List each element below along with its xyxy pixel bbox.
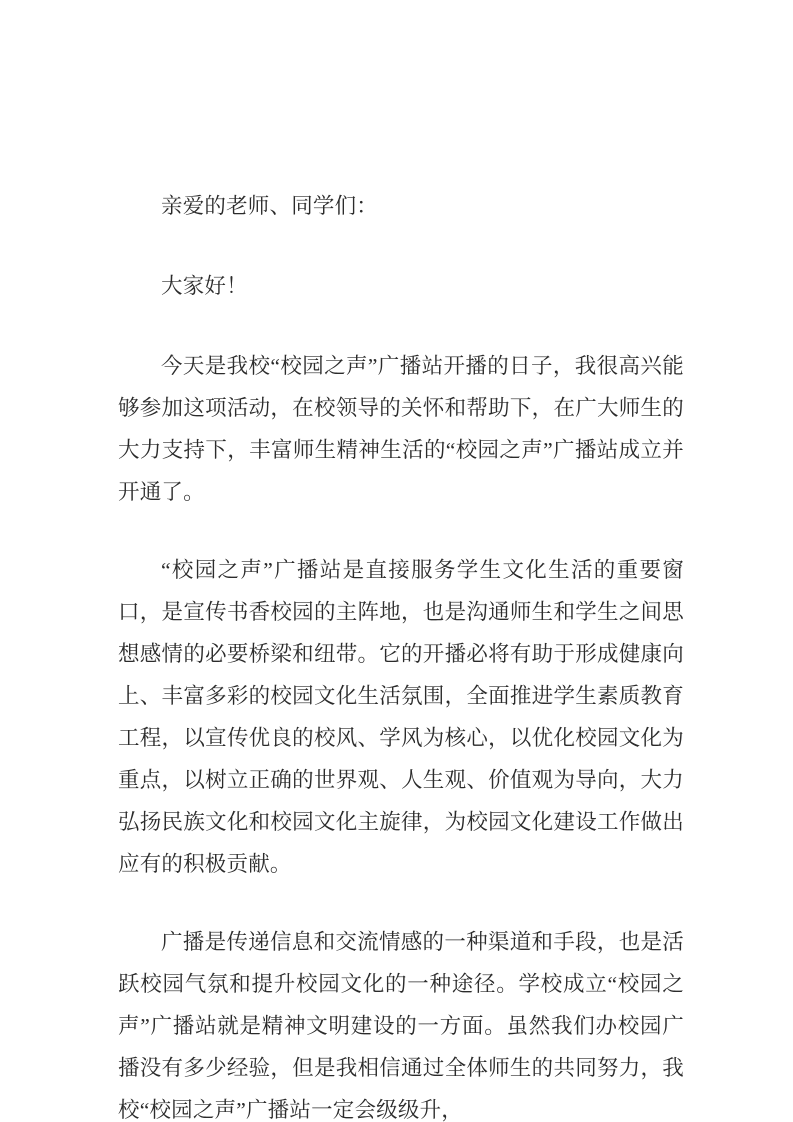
paragraph-salutation: 亲爱的老师、同学们： [161, 194, 379, 218]
paragraph-broadcast-role: 广播是传递信息和交流情感的一种渠道和手段，也是活跃校园气氛和提升校园文化的一种途径。学校成立“校园之声”广播站就是精神文明建设的一方面。虽然我们办校园广播没有多少经验，但是我相信通过全体师生的共同努力，我校“校园之声”广播站一定会级级升， [118, 930, 684, 1122]
paragraph-opening: 今天是我校“校园之声”广播站开播的日子，我很高兴能够参加这项活动，在校领导的关怀和帮助下，在广大师生的大力支持下，丰富师生精神生活的“校园之声”广播站成立并开通了。 [118, 354, 684, 504]
document-text-body [118, 185, 684, 1122]
paragraph-greeting: 大家好！ [161, 274, 248, 298]
paragraph-purpose: “校园之声”广播站是直接服务学生文化生活的重要窗口，是宣传书香校园的主阵地，也是沟通师生和学生之间思想感情的必要桥梁和纽带。它的开播必将有助于形成健康向上、丰富多彩的校园文化生活氛围，全面推进学生素质教育工程，以宣传优良的校风、学风为核心，以优化校园文化为重点，以树立正确的世界观、人生观、价值观为导向，大力弘扬民族文化和校园文化主旋律，为校园文化建设工作做出应有的积极贡献。 [118, 558, 684, 876]
